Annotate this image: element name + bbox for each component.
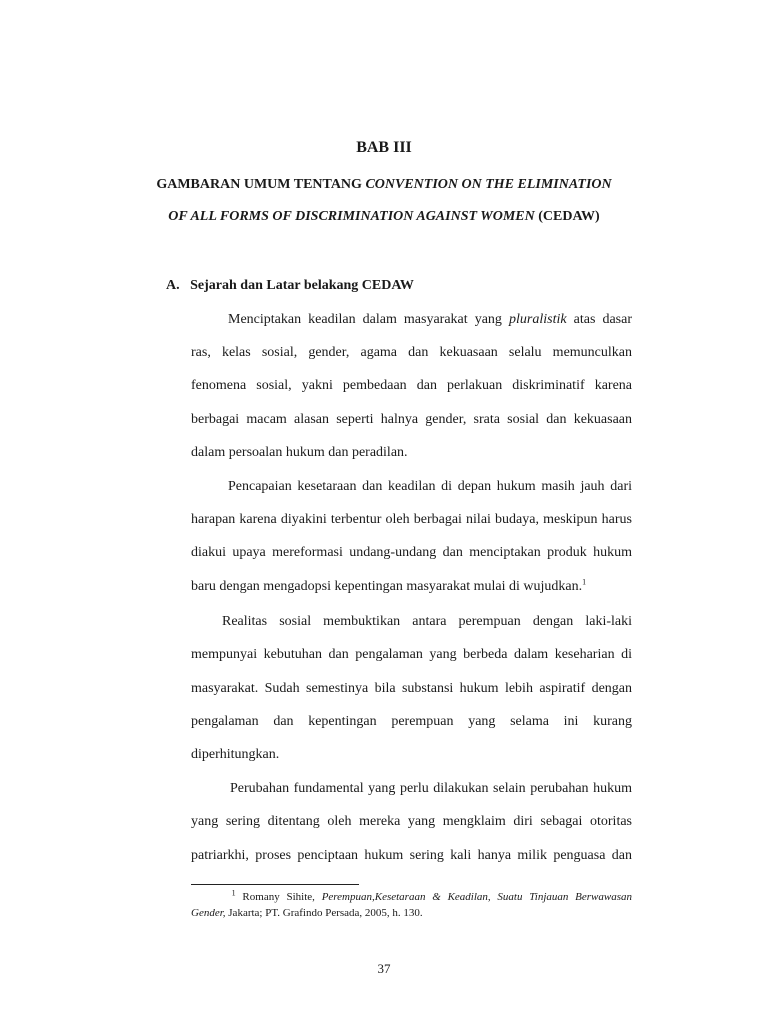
footnote-number: 1 <box>231 888 236 898</box>
subtitle-plain-text: (CEDAW) <box>534 209 600 224</box>
body-line: harapan karena diyakini terbentur oleh berbagai nilai budaya, meskipun harus <box>191 512 632 527</box>
body-line: diperhitungkan. <box>191 747 280 762</box>
body-line: masyarakat. Sudah semestinya bila substansi hukum lebih aspiratif dengan <box>191 681 632 696</box>
footnote-reference: 1 <box>582 577 587 587</box>
subtitle-plain-text: GAMBARAN UMUM TENTANG <box>156 177 366 192</box>
body-line: mempunyai kebutuhan dan pengalaman yang berbeda dalam keseharian di <box>191 647 632 662</box>
body-line: pengalaman dan kepentingan perempuan yang selama ini kurang <box>191 714 632 729</box>
body-line: Pencapaian kesetaraan dan keadilan di depan hukum masih jauh dari <box>228 479 632 494</box>
footnote-title: Gender, <box>191 907 226 919</box>
body-line: fenomena sosial, yakni pembedaan dan perlakuan diskriminatif karena <box>191 378 632 393</box>
body-text: baru dengan mengadopsi kepentingan masyarakat mulai di wujudkan. <box>191 579 583 594</box>
chapter-subtitle-line-1 <box>0 177 768 193</box>
body-text: Menciptakan keadilan dalam masyarakat yang <box>228 312 509 327</box>
footnote-author: Romany Sihite, <box>235 891 322 903</box>
body-line: Realitas sosial membuktikan antara perempuan dengan laki-laki <box>222 614 632 629</box>
footnote-title: Perempuan,Kesetaraan & Keadilan, Suatu Tinjauan Berwawasan <box>321 891 632 903</box>
chapter-title: BAB III <box>356 139 412 156</box>
body-line: Perubahan fundamental yang perlu dilakukan selain perubahan hukum <box>230 781 632 796</box>
body-line <box>228 310 632 330</box>
body-line: yang sering ditentang oleh mereka yang mengklaim diri sebagai otoritas <box>191 814 632 829</box>
body-italic-text: pluralistik <box>509 312 567 327</box>
section-heading-text: Sejarah dan Latar belakang CEDAW <box>190 278 414 293</box>
footnote-publication: Jakarta; PT. Grafindo Persada, 2005, h. 130. <box>225 907 423 919</box>
subtitle-italic-text: OF ALL FORMS OF DISCRIMINATION AGAINST WOMEN <box>168 209 535 224</box>
section-letter: A. <box>166 278 180 293</box>
footnote-line-2 <box>191 906 632 921</box>
body-line: dalam persoalan hukum dan peradilan. <box>191 445 408 460</box>
footnote-separator <box>191 884 359 885</box>
body-line <box>191 577 632 597</box>
body-text: atas dasar <box>566 312 632 327</box>
section-heading <box>166 278 414 294</box>
page-number: 37 <box>377 961 391 976</box>
footnote-line-1 <box>191 890 632 905</box>
body-line: diakui upaya mereformasi undang-undang dan menciptakan produk hukum <box>191 545 632 560</box>
chapter-subtitle-line-2 <box>0 209 768 225</box>
body-line: berbagai macam alasan seperti halnya gender, srata sosial dan kekuasaan <box>191 412 632 427</box>
subtitle-italic-text: CONVENTION ON THE ELIMINATION <box>365 177 612 192</box>
body-line: ras, kelas sosial, gender, agama dan kekuasaan selalu memunculkan <box>191 345 632 360</box>
body-line: patriarkhi, proses penciptaan hukum sering kali hanya milik penguasa dan <box>191 848 632 863</box>
